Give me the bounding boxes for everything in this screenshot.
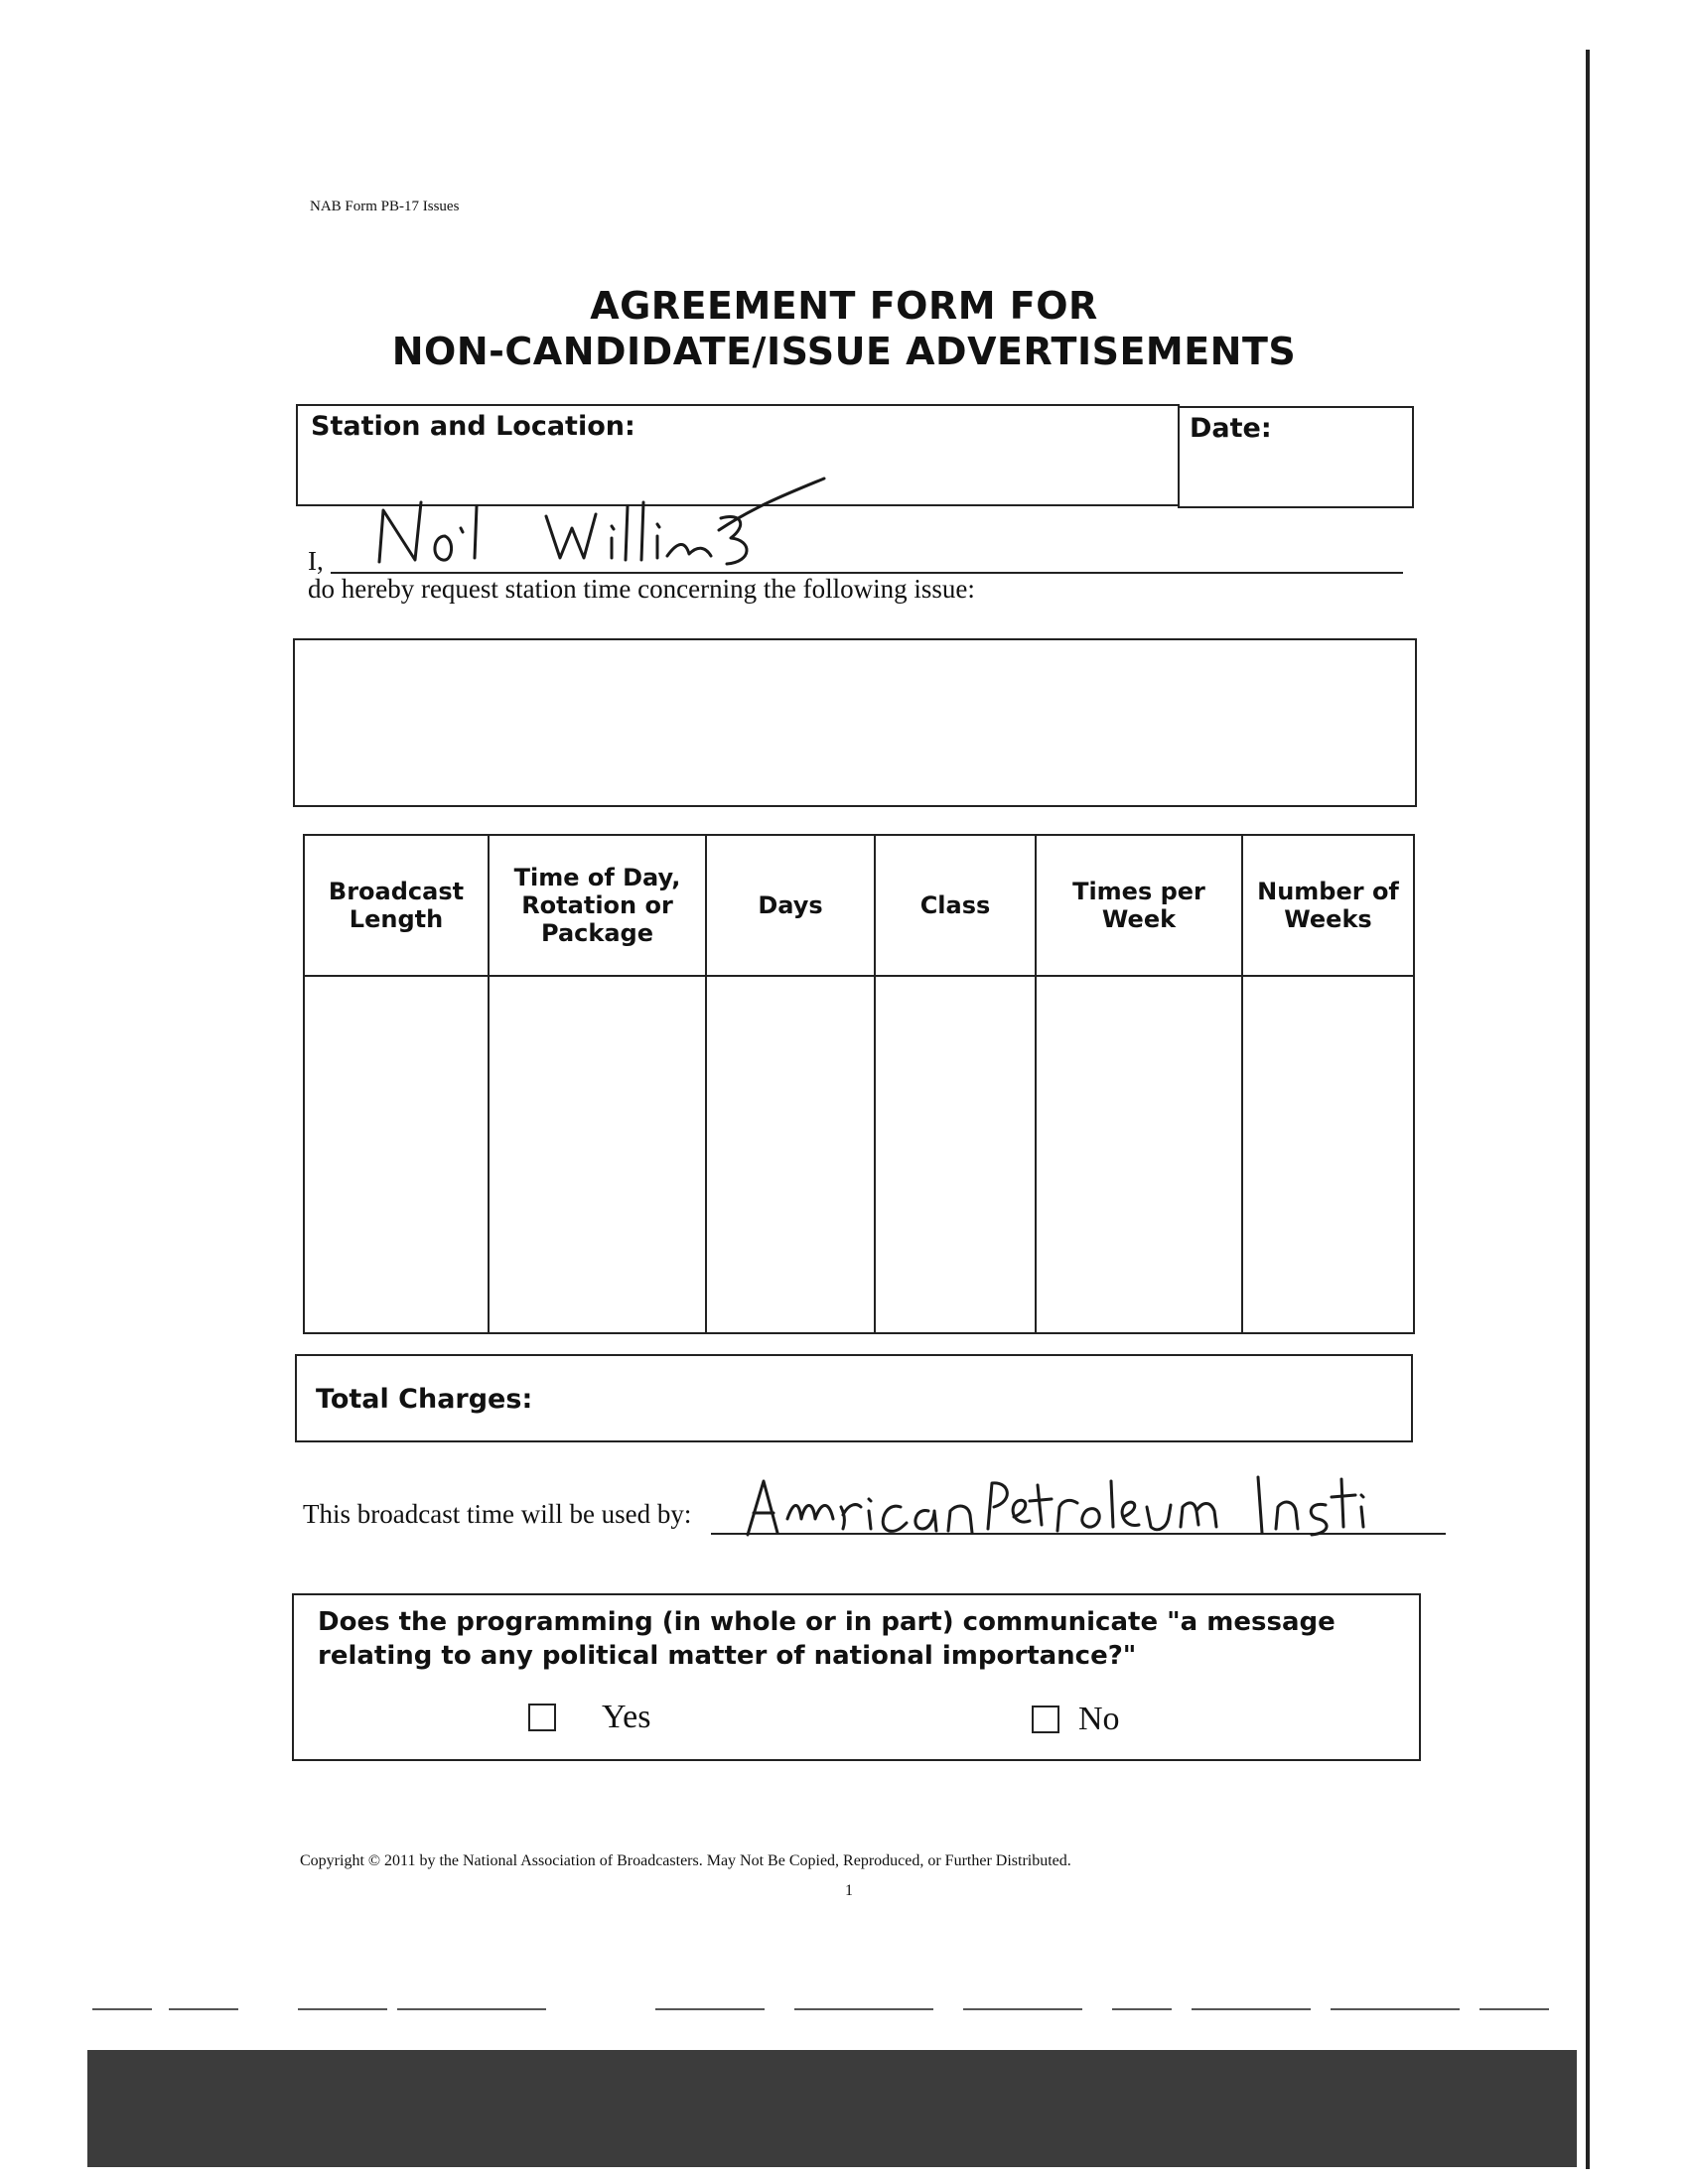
table-cell[interactable]	[489, 976, 706, 1333]
column-header: Broadcast Length	[304, 835, 489, 976]
station-location-label: Station and Location:	[311, 411, 635, 442]
column-header: Class	[875, 835, 1036, 976]
requester-prefix: I,	[308, 546, 324, 576]
scan-dash	[169, 2008, 238, 2010]
used-by-label: This broadcast time will be used by:	[303, 1499, 692, 1529]
scan-dash	[298, 2008, 387, 2010]
scan-dash	[1192, 2008, 1311, 2010]
no-label: No	[1078, 1701, 1120, 1737]
requester-name-handwritten[interactable]	[357, 467, 874, 581]
yes-checkbox[interactable]	[528, 1704, 556, 1731]
form-title-line-1: AGREEMENT FORM FOR	[590, 284, 1098, 328]
scan-dash	[794, 2008, 933, 2010]
form-title-line-2: NON-CANDIDATE/ISSUE ADVERTISEMENTS	[391, 330, 1297, 373]
scan-dash	[1479, 2008, 1549, 2010]
political-matter-question-box	[292, 1593, 1421, 1761]
used-by-handwritten[interactable]	[740, 1467, 1375, 1547]
request-statement: do hereby request station time concerning the following issue:	[308, 574, 975, 604]
date-field[interactable]	[1178, 406, 1414, 508]
scan-dash	[655, 2008, 765, 2010]
table-cell[interactable]	[1036, 976, 1242, 1333]
page-number: 1	[845, 1882, 853, 1899]
signature-drawing	[357, 467, 874, 581]
political-matter-question: Does the programming (in whole or in part) communicate "a message relating to any political matter of national importance?"	[318, 1607, 1336, 1671]
table-cell[interactable]	[304, 976, 489, 1333]
issue-description-field[interactable]	[293, 638, 1417, 807]
scan-dash	[963, 2008, 1082, 2010]
table-cell[interactable]	[1242, 976, 1414, 1333]
column-header: Days	[706, 835, 875, 976]
copyright-notice: Copyright © 2011 by the National Association of Broadcasters. May Not Be Copied, Reproduced, or Further Distributed.	[300, 1852, 1071, 1869]
scan-dash	[397, 2008, 546, 2010]
used-by-drawing	[740, 1467, 1375, 1547]
total-charges-field[interactable]	[295, 1354, 1413, 1442]
scan-dash	[1331, 2008, 1460, 2010]
form-id: NAB Form PB-17 Issues	[310, 199, 460, 214]
table-cell[interactable]	[706, 976, 875, 1333]
date-label: Date:	[1190, 413, 1272, 444]
yes-label: Yes	[602, 1699, 651, 1735]
scan-dash	[92, 2008, 152, 2010]
scan-dash	[1112, 2008, 1172, 2010]
no-checkbox[interactable]	[1032, 1706, 1059, 1733]
broadcast-schedule-table	[303, 834, 1415, 1334]
column-header: Times per Week	[1036, 835, 1242, 976]
table-row	[304, 976, 1414, 1333]
total-charges-label: Total Charges:	[316, 1384, 533, 1415]
table-cell[interactable]	[875, 976, 1036, 1333]
column-header: Time of Day, Rotation or Package	[489, 835, 706, 976]
column-header: Number of Weeks	[1242, 835, 1414, 976]
scan-shadow-band	[87, 2050, 1577, 2167]
